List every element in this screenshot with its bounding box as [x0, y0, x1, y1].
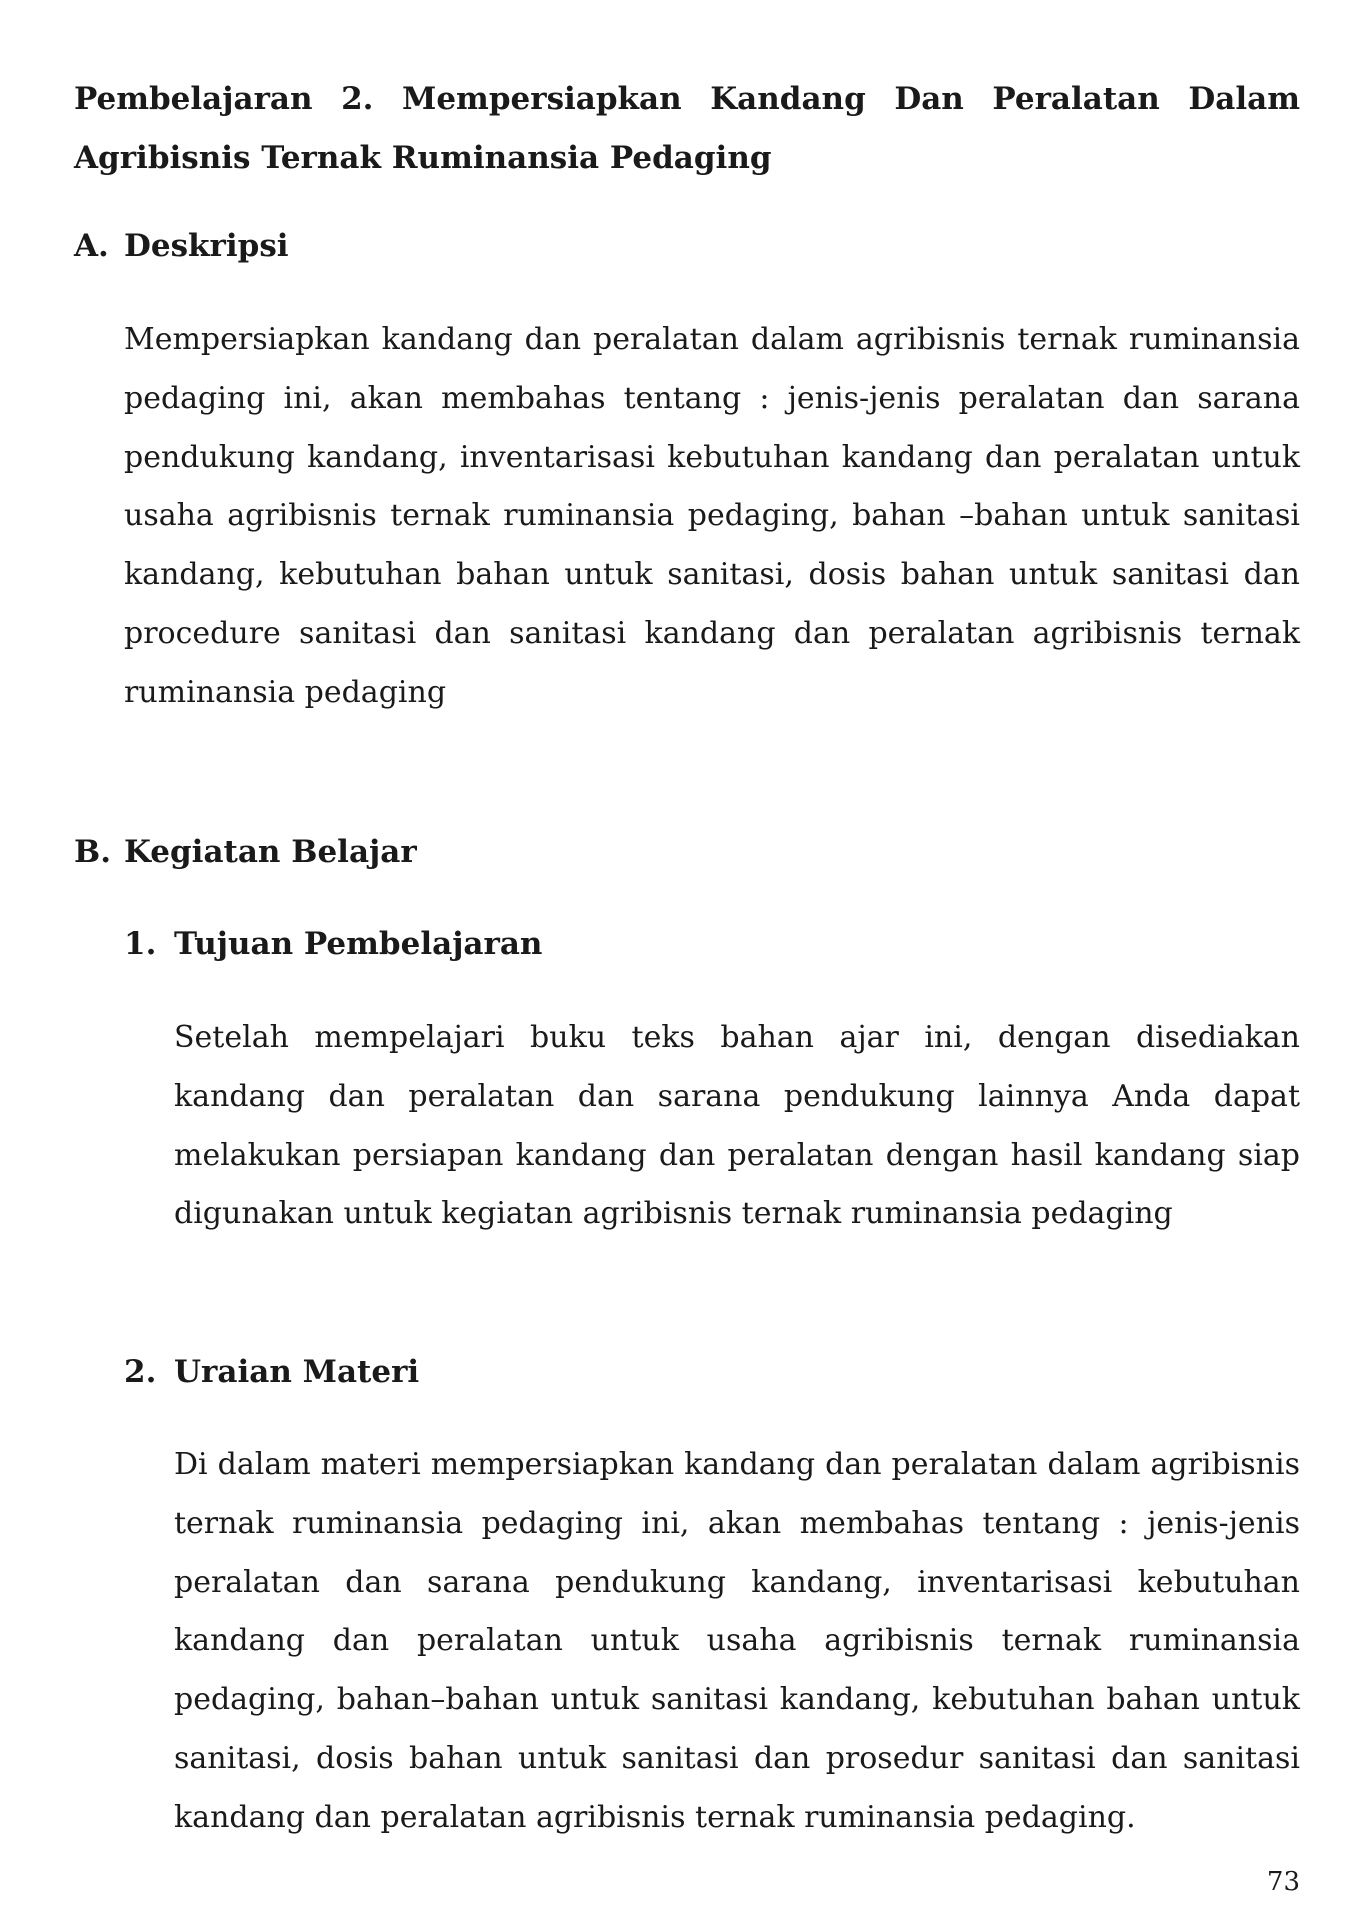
subsection-2-heading — [124, 1352, 419, 1392]
section-b-heading — [74, 832, 417, 872]
subsection-2-title: Uraian Materi — [174, 1354, 420, 1390]
section-a-marker: A. — [74, 228, 109, 264]
subsection-1-marker: 1. — [124, 926, 157, 962]
section-b-marker: B. — [74, 834, 111, 870]
section-a-heading — [74, 226, 289, 266]
subsection-2-marker: 2. — [124, 1354, 157, 1390]
subsection-2-body: Di dalam materi mempersiapkan kandang dan peralatan dalam agribisnis ternak ruminansia pedaging ini, akan membahas tentang : jenis-jenis peralatan dan sarana pendukung kandang, inventarisasi kebutuhan kandang dan peralatan untuk usaha agribisnis ternak ruminansia pedaging, bahan–bahan untuk sanitasi kandang, kebutuhan bahan untuk sanitasi, dosis bahan untuk sanitasi dan prosedur sanitasi dan sanitasi kandang dan peralatan agribisnis ternak ruminansia pedaging. — [174, 1447, 1300, 1835]
subsection-1-title: Tujuan Pembelajaran — [174, 926, 543, 962]
page-title: Pembelajaran 2. Mempersiapkan Kandang Dan Peralatan Dalam Agribisnis Ternak Ruminansia Pedaging — [74, 81, 1300, 176]
page-number: 73 — [1266, 1867, 1300, 1897]
section-a-body: Mempersiapkan kandang dan peralatan dalam agribisnis ternak ruminansia pedaging ini, akan membahas tentang : jenis-jenis peralatan dan sarana pendukung kandang, inventarisasi kebutuhan kandang dan peralatan untuk usaha agribisnis ternak ruminansia pedaging, bahan –bahan untuk sanitasi kandang, kebutuhan bahan untuk sanitasi, dosis bahan untuk sanitasi dan procedure sanitasi dan sanitasi kandang dan peralatan agribisnis ternak ruminansia pedaging — [124, 322, 1300, 710]
subsection-1-heading — [124, 924, 542, 964]
section-a-title: Deskripsi — [124, 228, 289, 264]
subsection-1-body: Setelah mempelajari buku teks bahan ajar ini, dengan disediakan kandang dan peralatan dan sarana pendukung lainnya Anda dapat melakukan persiapan kandang dan peralatan dengan hasil kandang siap digunakan untuk kegiatan agribisnis ternak ruminansia pedaging — [174, 1020, 1300, 1232]
section-b-title: Kegiatan Belajar — [124, 834, 417, 870]
